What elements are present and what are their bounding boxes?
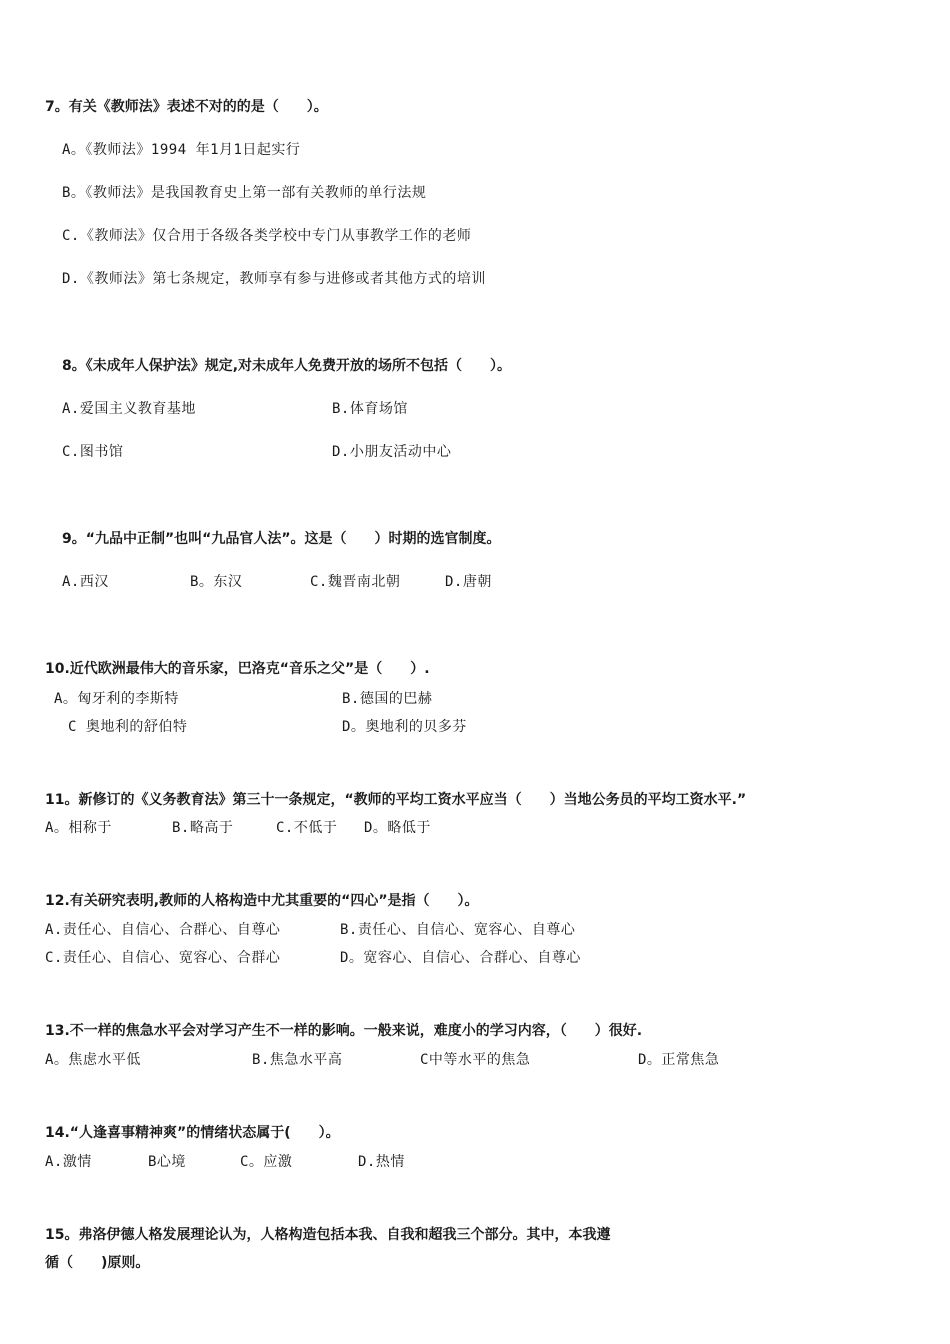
question-8-option-a: A.爱国主义教育基地 <box>62 401 196 417</box>
question-11-option-b: B.略高于 <box>172 820 234 836</box>
question-10-option-c: C 奥地利的舒伯特 <box>68 719 188 735</box>
question-9-option-c: C.魏晋南北朝 <box>310 574 401 590</box>
question-14-option-a: A.激情 <box>45 1154 92 1170</box>
question-8-option-b: B.体育场馆 <box>332 401 408 417</box>
question-8-option-c: C.图书馆 <box>62 444 124 460</box>
question-14-option-c: C。应激 <box>240 1154 293 1170</box>
question-12-option-d: D。宽容心、自信心、合群心、自尊心 <box>340 950 581 966</box>
question-9-option-d: D.唐朝 <box>445 574 492 590</box>
question-12-option-a: A.责任心、自信心、合群心、自尊心 <box>45 922 281 938</box>
question-13-stem: 13.不一样的焦急水平会对学习产生不一样的影响。一般来说，难度小的学习内容，（ ）很好. <box>45 1023 643 1039</box>
question-14-stem: 14.“人逢喜事精神爽”的情绪状态属于( ）。 <box>45 1125 340 1141</box>
question-13-option-d: D。正常焦急 <box>638 1052 720 1068</box>
question-9-option-a: A.西汉 <box>62 574 109 590</box>
question-11-stem: 11。新修订的《义务教育法》第三十一条规定，“教师的平均工资水平应当（ ）当地公务员的平均工资水平.” <box>45 792 747 808</box>
question-13-option-b: B.焦急水平高 <box>252 1052 343 1068</box>
question-10-option-d: D。奥地利的贝多芬 <box>342 719 467 735</box>
question-14-option-b: B心境 <box>148 1154 186 1170</box>
question-10-option-a: A。匈牙利的李斯特 <box>54 691 179 707</box>
question-7-option-b: B。《教师法》是我国教育史上第一部有关教师的单行法规 <box>62 185 427 201</box>
question-10-option-b: B.德国的巴赫 <box>342 691 433 707</box>
question-13-option-a: A。焦虑水平低 <box>45 1052 141 1068</box>
question-11-option-c: C.不低于 <box>276 820 338 836</box>
question-13-option-c: C中等水平的焦急 <box>420 1052 531 1068</box>
question-7-option-a: A。《教师法》1994 年1月1日起实行 <box>62 142 301 158</box>
question-14-option-d: D.热情 <box>358 1154 405 1170</box>
question-7-option-c: C.《教师法》仅合用于各级各类学校中专门从事教学工作的老师 <box>62 228 472 244</box>
question-12-option-c: C.责任心、自信心、宽容心、合群心 <box>45 950 281 966</box>
question-15-stem-line-1: 15。弗洛伊德人格发展理论认为，人格构造包括本我、自我和超我三个部分。其中，本我遵 <box>45 1227 611 1243</box>
question-10-stem: 10.近代欧洲最伟大的音乐家，巴洛克“音乐之父”是（ ）. <box>45 661 430 677</box>
question-9-stem: 9。“九品中正制”也叫“九品官人法”。这是（ ）时期的选官制度。 <box>62 531 501 547</box>
question-15-stem-line-2: 循（ )原则。 <box>45 1255 150 1271</box>
question-12-stem: 12.有关研究表明,教师的人格构造中尤其重要的“四心”是指（ ）。 <box>45 893 479 909</box>
question-8-option-d: D.小朋友活动中心 <box>332 444 452 460</box>
question-8-stem: 8。《未成年人保护法》规定,对未成年人免费开放的场所不包括（ ）。 <box>62 358 512 374</box>
question-7-stem: 7。有关《教师法》表述不对的的是（ ）。 <box>45 99 328 115</box>
question-9-option-b: B。东汉 <box>190 574 243 590</box>
question-11-option-d: D。略低于 <box>364 820 431 836</box>
question-11-option-a: A。相称于 <box>45 820 112 836</box>
question-12-option-b: B.责任心、自信心、宽容心、自尊心 <box>340 922 576 938</box>
question-7-option-d: D.《教师法》第七条规定，教师享有参与进修或者其他方式的培训 <box>62 271 486 287</box>
